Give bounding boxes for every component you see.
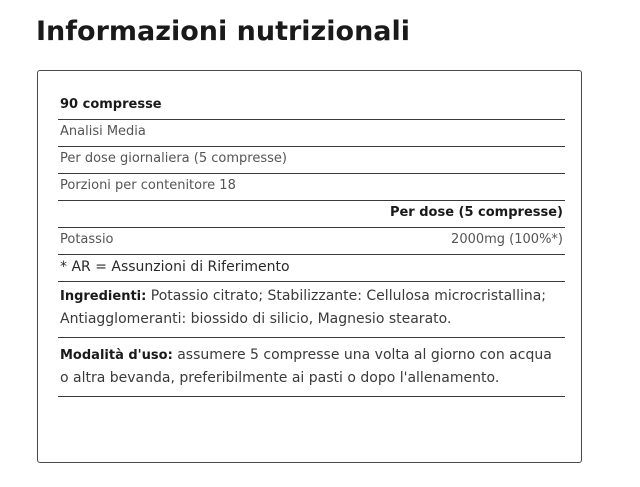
nutrient-row bbox=[58, 228, 565, 255]
page-title: Informazioni nutrizionali bbox=[36, 16, 411, 47]
nutrient-value: 2000mg (100%*) bbox=[451, 232, 563, 247]
nutrient-name: Potassio bbox=[60, 232, 114, 247]
reference-note-row bbox=[58, 255, 565, 282]
column-header: Per dose (5 compresse) bbox=[389, 205, 563, 220]
nutrition-table bbox=[58, 93, 565, 397]
nutrition-facts-panel bbox=[37, 70, 582, 463]
pack-size: 90 compresse bbox=[60, 97, 162, 112]
daily-dose-row bbox=[58, 147, 565, 174]
ingredients-section bbox=[58, 282, 565, 338]
servings-row bbox=[58, 174, 565, 201]
ingredients-text: Potassio citrato; Stabilizzante: Cellulosa microcristallina; Antiagglomeranti: biossido di silicio, Magnesio stearato. bbox=[60, 288, 547, 327]
pack-size-row bbox=[58, 93, 565, 120]
column-header-row bbox=[58, 201, 565, 228]
reference-note: * AR = Assunzioni di Riferimento bbox=[60, 259, 290, 275]
usage-text: assumere 5 compresse una volta al giorno con acqua o altra bevanda, preferibilmente ai pasti o dopo l'allenamento. bbox=[60, 347, 552, 386]
daily-dose-label: Per dose giornaliera (5 compresse) bbox=[60, 151, 287, 166]
ingredients-label: Ingredienti: bbox=[60, 289, 147, 304]
usage-section bbox=[58, 338, 565, 397]
usage-label: Modalità d'uso: bbox=[60, 348, 173, 363]
analysis-label: Analisi Media bbox=[60, 124, 146, 139]
servings-label: Porzioni per contenitore 18 bbox=[60, 178, 236, 193]
analysis-row bbox=[58, 120, 565, 147]
